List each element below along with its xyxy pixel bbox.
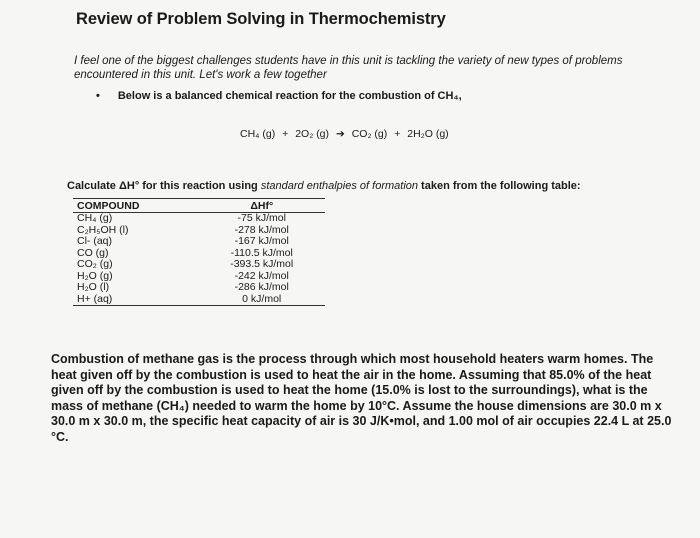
table-row bbox=[73, 236, 325, 248]
calculate-tail: taken from the following table: bbox=[418, 180, 581, 192]
compound-cell: H₂O (l) bbox=[77, 281, 110, 293]
bullet-item bbox=[96, 90, 462, 102]
header-compound: COMPOUND bbox=[73, 199, 198, 213]
compound-cell: Cl- (aq) bbox=[77, 235, 113, 247]
plus-sign: + bbox=[394, 128, 401, 140]
compound-cell: H+ (aq) bbox=[73, 294, 198, 306]
intro-paragraph: I feel one of the biggest challenges students have in this unit is tackling the variety of new types of problems encountered in this unit. Let's work a few together bbox=[74, 55, 623, 81]
calculate-italic: standard enthalpies of formation bbox=[260, 180, 418, 192]
table-row bbox=[73, 294, 325, 306]
compound-cell: CO (g) bbox=[77, 246, 109, 259]
enthalpy-cell: 0 kJ/mol bbox=[198, 294, 325, 306]
enthalpy-cell: -393.5 kJ/mol bbox=[230, 258, 294, 270]
enthalpy-cell: -167 kJ/mol bbox=[234, 235, 289, 247]
reaction-arrow-icon: ➔ bbox=[335, 128, 345, 140]
enthalpy-cell: -278 kJ/mol bbox=[234, 223, 289, 236]
compound-cell: H₂O (g) bbox=[77, 269, 113, 282]
bullet-text: Below is a balanced chemical reaction for the combustion of CH₄, bbox=[117, 90, 462, 102]
enthalpy-cell: -110.5 kJ/mol bbox=[230, 246, 293, 259]
table-row bbox=[73, 282, 325, 294]
enthalpy-table bbox=[73, 198, 325, 306]
header-enthalpy: ΔHf° bbox=[198, 199, 325, 213]
reactant-oxygen: 2O₂ (g) bbox=[295, 128, 330, 140]
compound-cell: CH₄ (g) bbox=[77, 212, 113, 224]
problem-statement: Combustion of methane gas is the process through which most household heaters warm homes. The heat given off by the combustion is used to heat the air in the home. Assuming that 85.0% of the heat given off by the combustion is used to heat the home (15.0% is lost to the surroundings), what is the mass of methane (CH₄) needed to warm the home by 10°C. Assume the house dimensions are 30.0 m x 30.0 m x 30.0 m, the specific heat capacity of air is 30 J/K•mol, and 1.00 mol of air occupies 22.4 L at 25.0 °C. bbox=[51, 352, 672, 444]
product-water: 2H₂O (g) bbox=[407, 128, 449, 140]
page-title: Review of Problem Solving in Thermochemistry bbox=[76, 10, 446, 28]
enthalpy-cell: -75 kJ/mol bbox=[237, 212, 286, 224]
chemical-equation bbox=[240, 128, 453, 140]
compound-cell: C₂H₅OH (l) bbox=[77, 223, 129, 236]
table-row bbox=[73, 259, 325, 271]
calculate-instruction bbox=[67, 180, 581, 192]
table-row bbox=[73, 213, 325, 225]
table-header-row bbox=[73, 199, 325, 213]
bullet-marker: • bbox=[96, 90, 100, 102]
plus-sign: + bbox=[282, 128, 289, 140]
calculate-lead: Calculate ΔH° for this reaction using bbox=[67, 180, 261, 192]
compound-cell: CO₂ (g) bbox=[77, 258, 113, 270]
product-carbon-dioxide: CO₂ (g) bbox=[351, 128, 388, 140]
enthalpy-cell: -242 kJ/mol bbox=[234, 269, 289, 282]
reactant-methane: CH₄ (g) bbox=[240, 128, 276, 140]
enthalpy-cell: -286 kJ/mol bbox=[234, 281, 289, 293]
